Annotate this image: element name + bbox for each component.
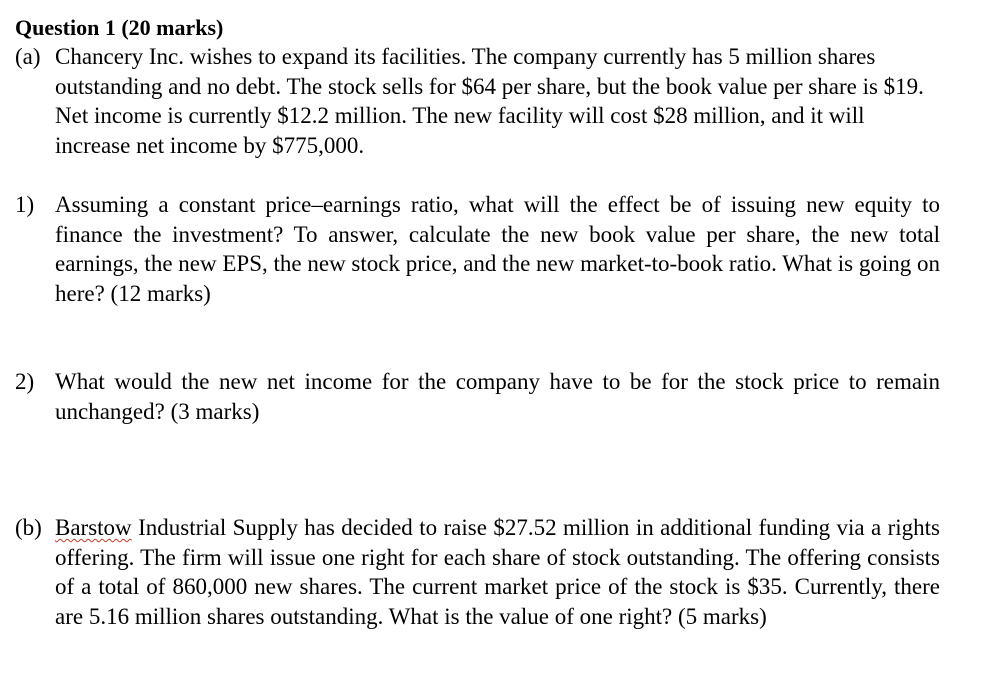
sub-question-1 — [15, 190, 940, 308]
part-a-text: Chancery Inc. wishes to expand its facilities. The company currently has 5 million shares outstanding and no debt. The stock sells for $64 per share, but the book value per share is $19. Net income is currently $12.2 million. The new facility will cost $28 million, and it will increase net income by $775,000. — [55, 44, 924, 158]
sub-question-2-marker: 2) — [15, 369, 35, 394]
part-b — [15, 513, 940, 631]
part-b-company-name: Barstow — [55, 515, 132, 540]
part-b-marker: (b) — [15, 515, 42, 540]
part-a — [15, 42, 940, 160]
question-heading: Question 1 (20 marks) — [15, 15, 224, 40]
sub-question-1-marker: 1) — [15, 192, 35, 217]
sub-question-2-text: What would the new net income for the company have to be for the stock price to remain unchanged? (3 marks) — [55, 369, 940, 424]
sub-question-2 — [15, 367, 940, 426]
part-a-marker: (a) — [15, 44, 41, 69]
part-b-text-block — [55, 513, 940, 631]
part-b-text: Industrial Supply has decided to raise $27.52 million in additional funding via a rights offering. The firm will issue one right for each share of stock outstanding. The offering consists of a total of 860,000 new shares. The current market price of the stock is $35. Currently, there are 5.16 million shares outstanding. What is the value of one right? (5 marks) — [55, 515, 940, 629]
sub-question-1-text: Assuming a constant price–earnings ratio, what will the effect be of issuing new equity to finance the investment? To answer, calculate the new book value per share, the new total earnings, the new EPS, the new stock price, and the new market-to-book ratio. What is going on here? (12 marks) — [55, 192, 940, 306]
